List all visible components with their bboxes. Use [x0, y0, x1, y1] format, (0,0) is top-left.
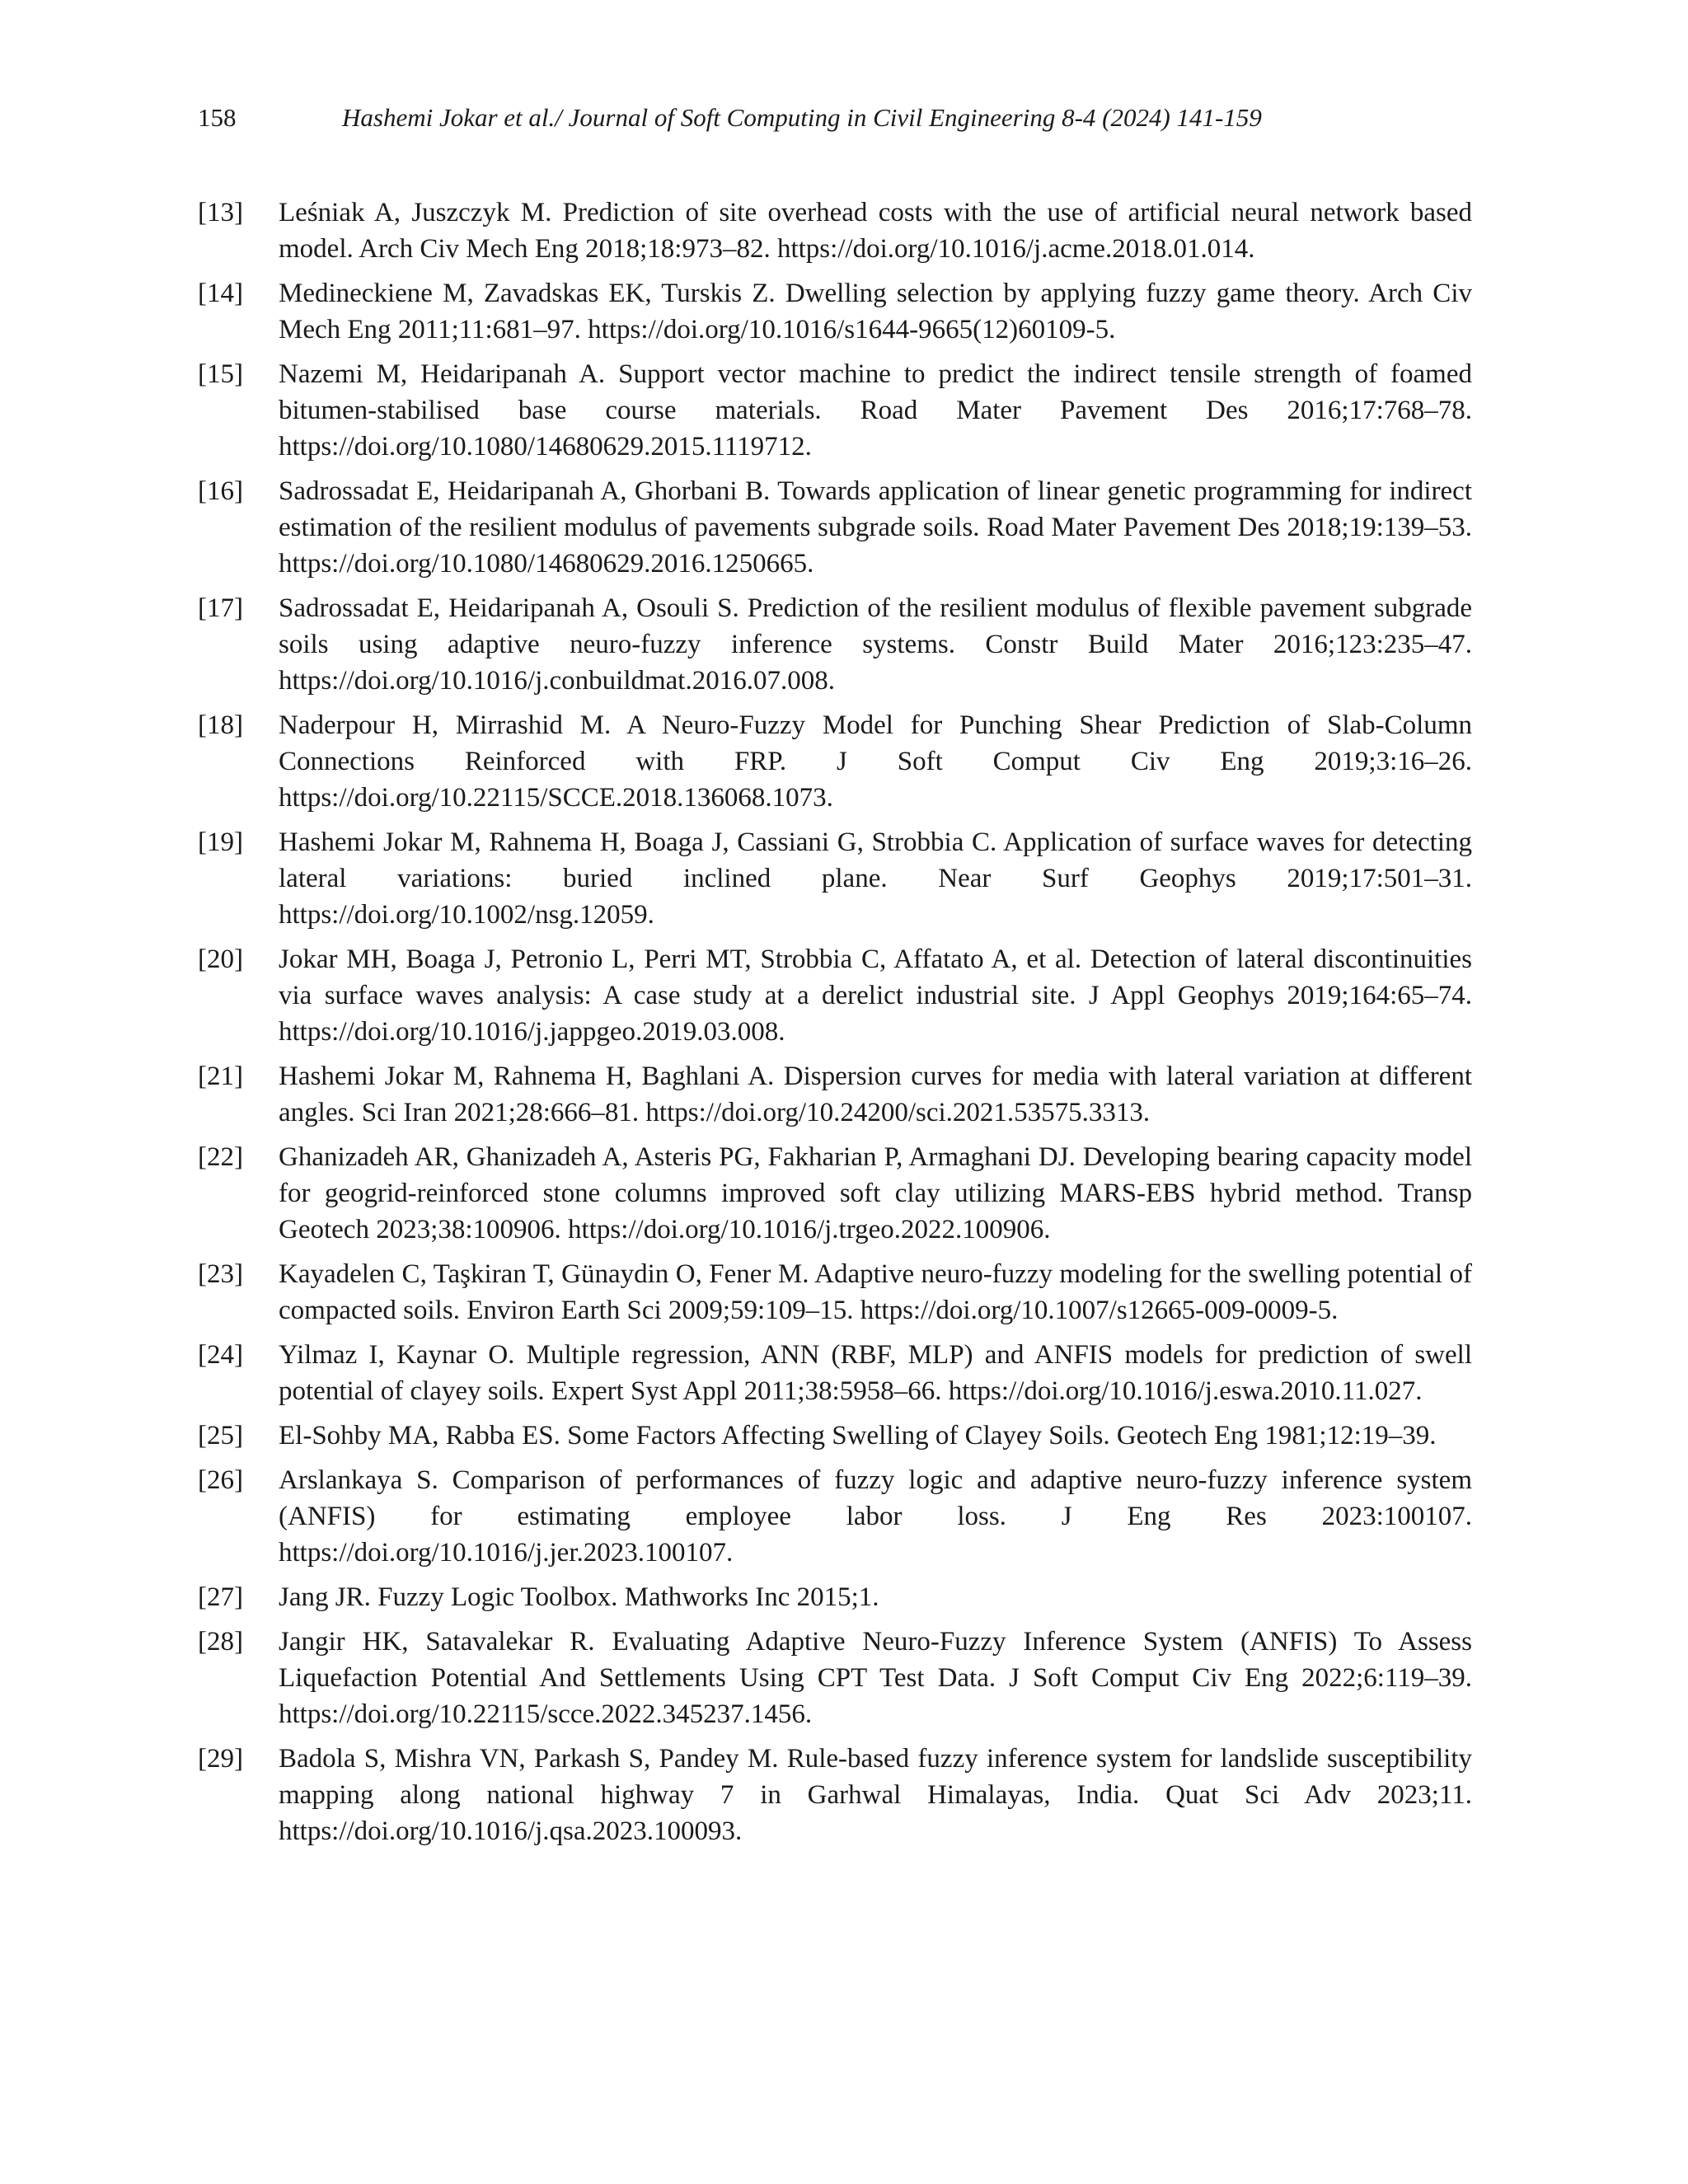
reference-text: Jangir HK, Satavalekar R. Evaluating Adaptive Neuro-Fuzzy Inference System (ANFIS) To Assess Liquefaction Potential And Settlements Using CPT Test Data. J Soft Comput Civ Eng 2022;6:119–39. https://doi.org/10.22115/scce.2022.345237.1456.: [279, 1627, 1472, 1729]
reference-item: [198, 1624, 1472, 1732]
reference-number: [26]: [198, 1465, 243, 1495]
page-header: [198, 97, 1484, 138]
reference-item: [198, 1337, 1472, 1409]
reference-text: Yilmaz I, Kaynar O. Multiple regression, ANN (RBF, MLP) and ANFIS models for prediction of swell potential of clayey soils. Expert Syst Appl 2011;38:5958–66. https://doi.org/10.1016/j.eswa.2010.11.027.: [279, 1340, 1472, 1406]
reference-number: [19]: [198, 827, 243, 857]
reference-text: Hashemi Jokar M, Rahnema H, Boaga J, Cassiani G, Strobbia C. Application of surface waves for detecting lateral variations: buried inclined plane. Near Surf Geophys 2019;17:501–31. https://doi.org/10.1002/nsg.12059.: [279, 827, 1472, 930]
reference-item: [198, 590, 1472, 699]
reference-number: [24]: [198, 1340, 243, 1370]
reference-item: [198, 473, 1472, 582]
reference-number: [21]: [198, 1062, 243, 1091]
reference-number: [14]: [198, 279, 243, 308]
reference-item: [198, 1139, 1472, 1248]
reference-text: Hashemi Jokar M, Rahnema H, Baghlani A. Dispersion curves for media with lateral variation at different angles. Sci Iran 2021;28:666–81. https://doi.org/10.24200/sci.2021.53575.3313.: [279, 1062, 1472, 1127]
reference-number: [22]: [198, 1142, 243, 1172]
reference-item: [198, 194, 1472, 267]
reference-list: [198, 194, 1472, 1858]
reference-item: [198, 1256, 1472, 1329]
reference-number: [29]: [198, 1744, 243, 1774]
reference-item: [198, 1462, 1472, 1571]
reference-item: [198, 1579, 1472, 1615]
reference-text: Sadrossadat E, Heidaripanah A, Osouli S. Prediction of the resilient modulus of flexible pavement subgrade soils using adaptive neuro-fuzzy inference systems. Constr Build Mater 2016;123:235–47. https://doi.org/10.1016/j.conbuildmat.2016.07.008.: [279, 593, 1472, 696]
reference-text: Jang JR. Fuzzy Logic Toolbox. Mathworks Inc 2015;1.: [279, 1582, 879, 1612]
reference-number: [23]: [198, 1259, 243, 1289]
running-head: Hashemi Jokar et al./ Journal of Soft Computing in Civil Engineering 8-4 (2024) 141-159: [342, 103, 1262, 132]
reference-number: [27]: [198, 1582, 243, 1612]
reference-number: [28]: [198, 1627, 243, 1657]
reference-text: El-Sohby MA, Rabba ES. Some Factors Affecting Swelling of Clayey Soils. Geotech Eng 1981;12:19–39.: [279, 1421, 1437, 1451]
reference-text: Medineckiene M, Zavadskas EK, Turskis Z. Dwelling selection by applying fuzzy game theory. Arch Civ Mech Eng 2011;11:681–97. https://doi.org/10.1016/s1644-9665(12)60109-5.: [279, 279, 1472, 344]
reference-number: [13]: [198, 198, 243, 227]
reference-item: [198, 356, 1472, 465]
reference-text: Arslankaya S. Comparison of performances of fuzzy logic and adaptive neuro-fuzzy inference system (ANFIS) for estimating employee labor loss. J Eng Res 2023:100107. https://doi.org/10.1016/j.jer.2023.100107.: [279, 1465, 1472, 1568]
reference-number: [17]: [198, 593, 243, 623]
page-number: 158: [198, 103, 237, 132]
reference-item: [198, 707, 1472, 816]
reference-item: [198, 1058, 1472, 1131]
reference-text: Naderpour H, Mirrashid M. A Neuro-Fuzzy Model for Punching Shear Prediction of Slab-Column Connections Reinforced with FRP. J Soft Comput Civ Eng 2019;3:16–26. https://doi.org/10.22115/SCCE.2018.136068.1073.: [279, 710, 1472, 813]
reference-text: Sadrossadat E, Heidaripanah A, Ghorbani B. Towards application of linear genetic programming for indirect estimation of the resilient modulus of pavements subgrade soils. Road Mater Pavement Des 2018;19:139–53. https://doi.org/10.1080/14680629.2016.1250665.: [279, 476, 1472, 579]
reference-text: Jokar MH, Boaga J, Petronio L, Perri MT, Strobbia C, Affatato A, et al. Detection of lateral discontinuities via surface waves analysis: A case study at a derelict industrial site. J Appl Geophys 2019;164:65–74. https://doi.org/10.1016/j.jappgeo.2019.03.008.: [279, 944, 1472, 1047]
reference-number: [25]: [198, 1421, 243, 1451]
reference-number: [15]: [198, 359, 243, 389]
reference-item: [198, 275, 1472, 348]
reference-text: Leśniak A, Juszczyk M. Prediction of site overhead costs with the use of artificial neural network based model. Arch Civ Mech Eng 2018;18:973–82. https://doi.org/10.1016/j.acme.2018.01.014.: [279, 198, 1472, 264]
reference-item: [198, 941, 1472, 1050]
reference-text: Ghanizadeh AR, Ghanizadeh A, Asteris PG, Fakharian P, Armaghani DJ. Developing bearing capacity model for geogrid-reinforced stone columns improved soft clay utilizing MARS-EBS hybrid method. Transp Geotech 2023;38:100906. https://doi.org/10.1016/j.trgeo.2022.100906.: [279, 1142, 1472, 1244]
reference-item: [198, 1741, 1472, 1849]
reference-number: [20]: [198, 944, 243, 974]
reference-item: [198, 824, 1472, 933]
reference-item: [198, 1418, 1472, 1454]
reference-number: [18]: [198, 710, 243, 740]
reference-text: Kayadelen C, Taşkiran T, Günaydin O, Fener M. Adaptive neuro-fuzzy modeling for the swelling potential of compacted soils. Environ Earth Sci 2009;59:109–15. https://doi.org/10.1007/s12665-009-0009-5.: [279, 1259, 1472, 1325]
reference-text: Nazemi M, Heidaripanah A. Support vector machine to predict the indirect tensile strength of foamed bitumen-stabilised base course materials. Road Mater Pavement Des 2016;17:768–78. https://doi.org/10.1080/14680629.2015.1119712.: [279, 359, 1472, 462]
reference-text: Badola S, Mishra VN, Parkash S, Pandey M. Rule-based fuzzy inference system for landslide susceptibility mapping along national highway 7 in Garhwal Himalayas, India. Quat Sci Adv 2023;11. https://doi.org/10.1016/j.qsa.2023.100093.: [279, 1744, 1472, 1846]
reference-number: [16]: [198, 476, 243, 506]
